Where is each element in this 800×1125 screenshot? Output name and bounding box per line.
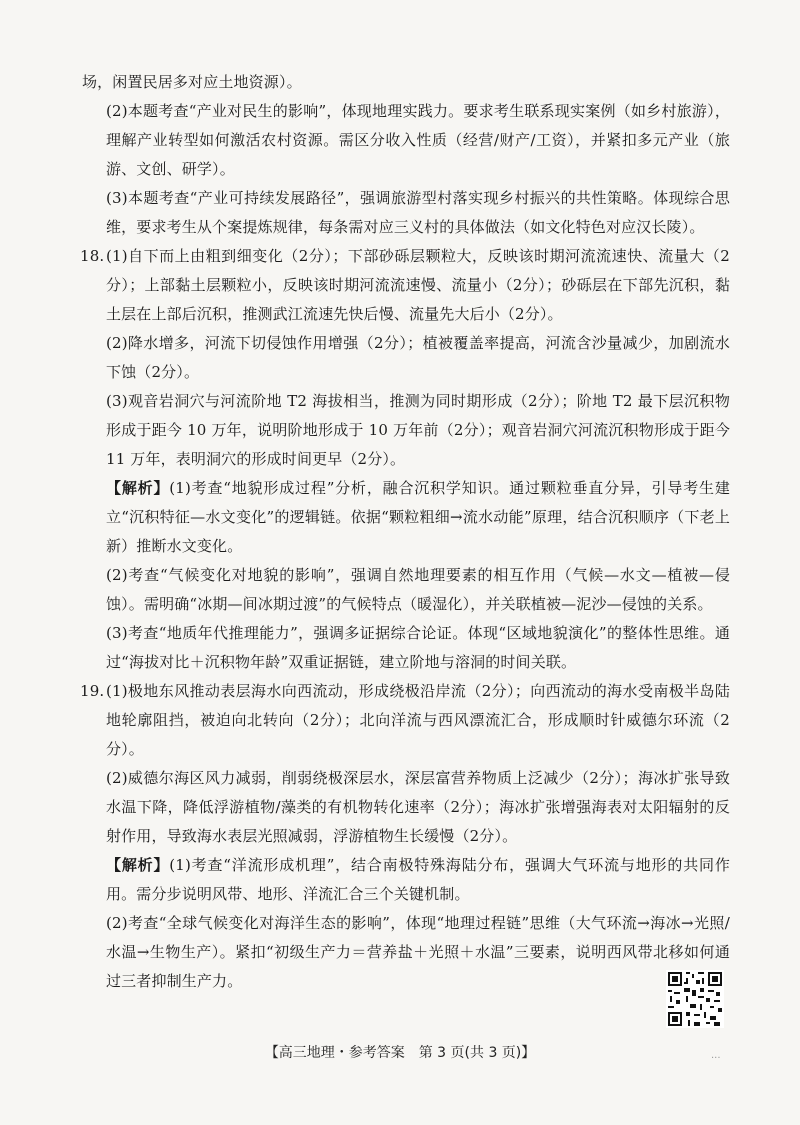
q18-answer-2: (2)降水增多，河流下切侵蚀作用增强（2分）；植被覆盖率提高，河流含沙量减少，加剧流水下蚀（2分）。 xyxy=(106,334,730,381)
q19-analysis-1 xyxy=(106,851,730,909)
analysis-tag: 【解析】 xyxy=(106,479,170,497)
q18-answer-3: (3)观音岩洞穴与河流阶地 T2 海拔相当，推测为同时期形成（2分）；阶地 T2 最下层沉积物形成于距今 10 万年，说明阶地形成于 10 万年前（2分）；观音岩洞穴河流沉积物形成于距今 11 万年，表明洞穴的形成时间更早（2分）。 xyxy=(106,392,730,468)
q18-analysis-2: (2)考查“气候变化对地貌的影响”，强调自然地理要素的相互作用（气候—水文—植被—侵蚀）。需明确“冰期—间冰期过渡”的气候特点（暖湿化），并关联植被—泥沙—侵蚀的关系。 xyxy=(106,566,730,613)
analysis-paragraph-3: (3)本题考查“产业可持续发展路径”，强调旅游型村落实现乡村振兴的共性策略。体现综合思维，要求考生从个案提炼规律，每条需对应三义村的具体做法（如文化特色对应汉长陵）。 xyxy=(106,189,730,236)
carryover-line: 场，闲置民居多对应土地资源）。 xyxy=(82,73,302,91)
analysis-paragraph-2: (2)本题考查“产业对民生的影响”，体现地理实践力。要求考生联系现实案例（如乡村旅游），理解产业转型如何激活农村资源。需区分收入性质（经营/财产/工资），并紧扣多元产业（旅游、文创、研学）。 xyxy=(106,102,730,178)
analysis-tag: 【解析】 xyxy=(106,856,170,874)
answer-page xyxy=(82,68,730,996)
q19-answer-2: (2)威德尔海区风力减弱，削弱绕极深层水，深层富营养物质上泛减少（2分）；海冰扩张导致水温下降，降低浮游植物/藻类的有机物转化速率（2分）；海冰扩张增强海表对太阳辐射的反射作用，导致海水表层光照减弱，浮游植物生长缓慢（2分）。 xyxy=(106,769,730,845)
question-18 xyxy=(82,242,730,677)
page-footer: 【高三地理・参考答案 第 3 页(共 3 页)】 xyxy=(264,1045,536,1061)
q18-analysis-1 xyxy=(106,474,730,561)
qr-code-icon xyxy=(666,970,724,1028)
corner-mark: ... xyxy=(711,1050,721,1061)
q19-analysis-1-text: (1)考查“洋流形成机理”，结合南极特殊海陆分布，强调大气环流与地形的共同作用。需分步说明风带、地形、洋流汇合三个关键机制。 xyxy=(106,856,730,903)
q18-analysis-3: (3)考查“地质年代推理能力”，强调多证据综合论证。体现“区域地貌演化”的整体性思维。通过“海拔对比＋沉积物年龄”双重证据链，建立阶地与溶洞的时间关联。 xyxy=(106,624,730,671)
q18-answer-1: (1)自下而上由粗到细变化（2分）；下部砂砾层颗粒大，反映该时期河流流速快、流量大（2分）；上部黏土层颗粒小，反映该时期河流流速慢、流量小（2分）；砂砾层在下部先沉积，黏土层在上部后沉积，推测武江流速先快后慢、流量先大后小（2分）。 xyxy=(106,247,730,323)
q19-answer-1: (1)极地东风推动表层海水向西流动，形成绕极沿岸流（2分）；向西流动的海水受南极半岛陆地轮廓阻挡，被迫向北转向（2分）；北向洋流与西风漂流汇合，形成顺时针威德尔环流（2分）。 xyxy=(106,682,730,758)
question-19 xyxy=(82,677,730,996)
question-18-number: 18. xyxy=(80,247,105,265)
q18-analysis-1-text: (1)考查“地貌形成过程”分析，融合沉积学知识。通过颗粒垂直分异，引导考生建立“沉积特征—水文变化”的逻辑链。依据“颗粒粗细→流水动能”原理，结合沉积顺序（下老上新）推断水文变化。 xyxy=(106,479,730,555)
q19-analysis-2: (2)考查“全球气候变化对海洋生态的影响”，体现“地理过程链”思维（大气环流→海冰→光照/水温→生物生产）。紧扣“初级生产力＝营养盐＋光照＋水温”三要素，说明西风带北移如何通过三者抑制生产力。 xyxy=(106,914,730,990)
question-19-number: 19. xyxy=(80,682,105,700)
